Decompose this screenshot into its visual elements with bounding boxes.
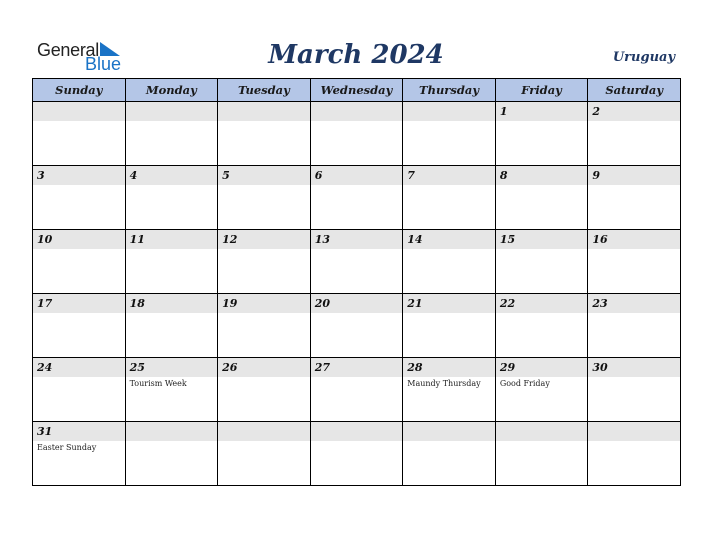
day-number: 17 [33, 294, 125, 313]
day-cell [588, 230, 681, 294]
day-number: 26 [218, 358, 310, 377]
holiday-label [311, 121, 403, 123]
holiday-label: Tourism Week [129, 379, 187, 388]
holiday-label [33, 377, 125, 379]
day-number: 23 [588, 294, 680, 313]
logo-text-general: General [37, 40, 99, 60]
holiday-label [126, 185, 218, 187]
day-number: 20 [311, 294, 403, 313]
day-cell [125, 358, 218, 422]
day-number: 1 [496, 102, 588, 121]
day-cell [310, 294, 403, 358]
holiday-label [588, 377, 680, 379]
holiday-label [496, 121, 588, 123]
holiday-label [126, 249, 218, 251]
day-number: 11 [126, 230, 218, 249]
day-cell [218, 102, 311, 166]
day-number [311, 102, 403, 121]
day-cell [403, 166, 496, 230]
day-number: 10 [33, 230, 125, 249]
weekday-header: Tuesday [218, 79, 311, 102]
day-number [126, 422, 218, 441]
holiday-label: Good Friday [499, 379, 550, 388]
day-number: 12 [218, 230, 310, 249]
day-number: 3 [33, 166, 125, 185]
holiday-label [311, 185, 403, 187]
day-number [218, 102, 310, 121]
day-cell [403, 230, 496, 294]
holiday-label [588, 121, 680, 123]
day-number: 13 [311, 230, 403, 249]
day-cell [495, 358, 588, 422]
day-cell [588, 294, 681, 358]
day-cell [588, 166, 681, 230]
day-number: 18 [126, 294, 218, 313]
holiday-label [496, 313, 588, 315]
day-cell [310, 102, 403, 166]
day-number: 4 [126, 166, 218, 185]
day-cell [33, 166, 126, 230]
holiday-label [33, 121, 125, 123]
week-row [33, 358, 681, 422]
day-number: 16 [588, 230, 680, 249]
day-number: 6 [311, 166, 403, 185]
day-cell [33, 358, 126, 422]
holiday-label [218, 121, 310, 123]
holiday-label [33, 313, 125, 315]
day-cell [403, 102, 496, 166]
day-cell [218, 422, 311, 486]
day-cell [218, 166, 311, 230]
weekday-header: Sunday [33, 79, 126, 102]
day-cell [125, 294, 218, 358]
day-cell [310, 230, 403, 294]
day-cell [588, 422, 681, 486]
day-number [33, 102, 125, 121]
day-cell [495, 230, 588, 294]
weekday-header: Monday [125, 79, 218, 102]
holiday-label [126, 121, 218, 123]
holiday-label [588, 185, 680, 187]
day-cell [495, 422, 588, 486]
holiday-label [33, 185, 125, 187]
day-number: 31 [33, 422, 125, 441]
holiday-label [496, 185, 588, 187]
weekday-header-row [33, 79, 681, 102]
weekday-header: Saturday [588, 79, 681, 102]
holiday-label [311, 249, 403, 251]
day-number: 21 [403, 294, 495, 313]
day-number [126, 102, 218, 121]
day-cell [495, 294, 588, 358]
day-number: 19 [218, 294, 310, 313]
day-number: 9 [588, 166, 680, 185]
holiday-label [588, 313, 680, 315]
day-cell [588, 102, 681, 166]
week-row [33, 102, 681, 166]
country-label: Uruguay [612, 50, 675, 65]
day-number: 5 [218, 166, 310, 185]
day-number: 8 [496, 166, 588, 185]
day-cell [495, 166, 588, 230]
holiday-label [218, 249, 310, 251]
holiday-label [311, 313, 403, 315]
holiday-label [403, 185, 495, 187]
holiday-label [311, 377, 403, 379]
day-cell [125, 166, 218, 230]
holiday-label [218, 441, 310, 443]
day-number: 29 [496, 358, 588, 377]
day-cell [310, 166, 403, 230]
holiday-label [403, 313, 495, 315]
day-number [218, 422, 310, 441]
day-cell [218, 230, 311, 294]
holiday-label [496, 249, 588, 251]
holiday-label: Maundy Thursday [407, 379, 481, 388]
holiday-label [588, 249, 680, 251]
holiday-label [496, 441, 588, 443]
day-number [311, 422, 403, 441]
day-number [496, 422, 588, 441]
day-cell [218, 294, 311, 358]
day-number [403, 422, 495, 441]
day-cell [218, 358, 311, 422]
holiday-label [403, 441, 495, 443]
holiday-label [126, 313, 218, 315]
day-cell [33, 102, 126, 166]
holiday-label [218, 313, 310, 315]
day-cell [125, 102, 218, 166]
day-number: 14 [403, 230, 495, 249]
holiday-label: Easter Sunday [37, 443, 97, 452]
holiday-label [403, 121, 495, 123]
day-cell [403, 422, 496, 486]
holiday-label [311, 441, 403, 443]
logo-text-blue: Blue [85, 54, 122, 74]
day-cell [495, 102, 588, 166]
day-number: 7 [403, 166, 495, 185]
holiday-label [218, 377, 310, 379]
week-row [33, 294, 681, 358]
day-cell [33, 230, 126, 294]
day-cell [403, 358, 496, 422]
day-number: 30 [588, 358, 680, 377]
day-number: 28 [403, 358, 495, 377]
holiday-label [218, 185, 310, 187]
day-number [403, 102, 495, 121]
holiday-label [403, 249, 495, 251]
week-row [33, 166, 681, 230]
holiday-label [33, 249, 125, 251]
day-cell [33, 294, 126, 358]
day-cell [125, 422, 218, 486]
day-cell [403, 294, 496, 358]
week-row [33, 230, 681, 294]
weekday-header: Friday [495, 79, 588, 102]
day-cell [125, 230, 218, 294]
day-cell [310, 358, 403, 422]
day-number: 22 [496, 294, 588, 313]
week-row [33, 422, 681, 486]
holiday-label [126, 441, 218, 443]
calendar-grid [32, 78, 681, 486]
calendar-title: March 2024 [268, 40, 444, 70]
day-number: 2 [588, 102, 680, 121]
day-cell [33, 422, 126, 486]
day-number [588, 422, 680, 441]
day-number: 24 [33, 358, 125, 377]
day-number: 27 [311, 358, 403, 377]
day-number: 25 [126, 358, 218, 377]
holiday-label [588, 441, 680, 443]
day-number: 15 [496, 230, 588, 249]
day-cell [588, 358, 681, 422]
weekday-header: Wednesday [310, 79, 403, 102]
weekday-header: Thursday [403, 79, 496, 102]
day-cell [310, 422, 403, 486]
